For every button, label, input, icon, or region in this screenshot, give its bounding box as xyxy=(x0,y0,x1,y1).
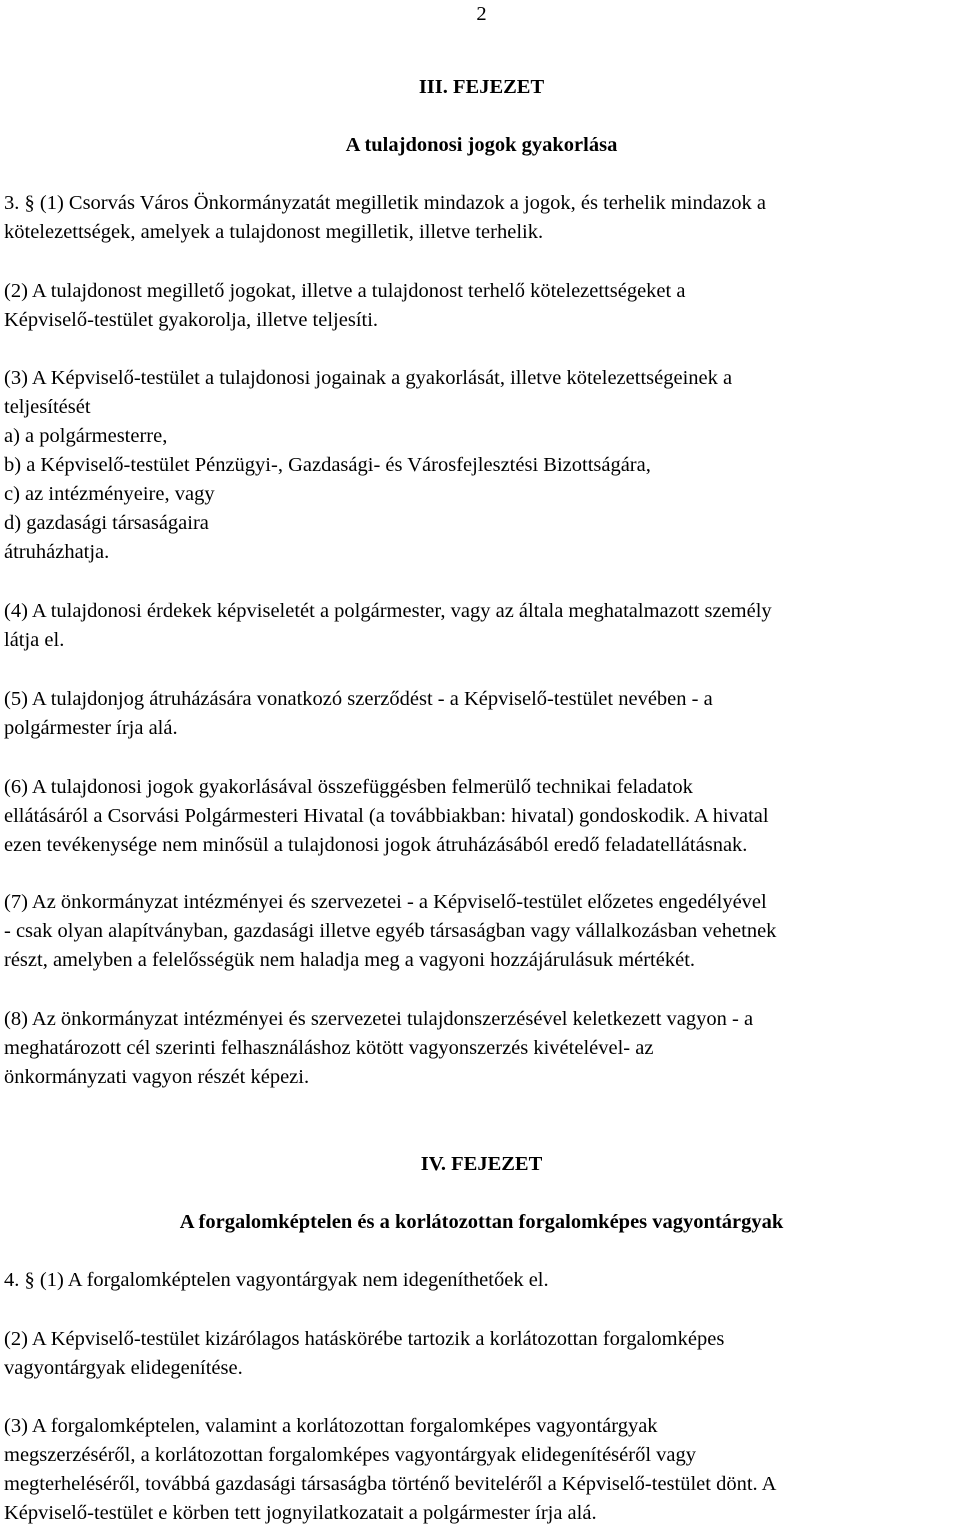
paragraph-line: teljesítését xyxy=(4,396,91,418)
paragraph-line: (3) A Képviselő-testület a tulajdonosi jogainak a gyakorlását, illetve kötelezettségeinek a xyxy=(4,367,733,389)
list-item: d) gazdasági társaságaira xyxy=(4,512,209,534)
paragraph-line: (7) Az önkormányzat intézményei és szervezetei - a Képviselő-testület előzetes engedélyével xyxy=(4,891,767,913)
paragraph-line: (4) A tulajdonosi érdekek képviseletét a polgármester, vagy az általa meghatalmazott személy xyxy=(4,600,772,622)
chapter-3-heading xyxy=(4,73,959,102)
section-3-paragraph-5 xyxy=(4,685,959,743)
list-item: b) a Képviselő-testület Pénzügyi-, Gazdasági- és Városfejlesztési Bizottságára, xyxy=(4,454,651,476)
section-3-paragraph-3 xyxy=(4,364,959,567)
page-number xyxy=(4,0,959,29)
paragraph-line: Képviselő-testület e körben tett jognyilatkozatait a polgármester írja alá. xyxy=(4,1502,597,1524)
section-4-paragraph-2 xyxy=(4,1325,959,1383)
chapter-3-heading-text: III. FEJEZET xyxy=(418,76,545,98)
chapter-4-heading-text: IV. FEJEZET xyxy=(420,1153,543,1175)
paragraph-line: ellátásáról a Csorvási Polgármesteri Hivatal (a továbbiakban: hivatal) gondoskodik. A hivatal xyxy=(4,805,769,827)
section-3-paragraph-1 xyxy=(4,189,959,247)
chapter-4-title xyxy=(4,1208,959,1237)
paragraph-line: 3. § (1) Csorvás Város Önkormányzatát megilletik mindazok a jogok, és terhelik mindazok a xyxy=(4,192,766,214)
section-3-paragraph-7 xyxy=(4,888,959,975)
paragraph-line: vagyontárgyak elidegenítése. xyxy=(4,1357,243,1379)
section-3-paragraph-2 xyxy=(4,277,959,335)
section-4-paragraph-3 xyxy=(4,1412,959,1528)
paragraph-line: látja el. xyxy=(4,629,65,651)
paragraph-line: Képviselő-testület gyakorolja, illetve teljesíti. xyxy=(4,309,379,331)
list-item: a) a polgármesterre, xyxy=(4,425,168,447)
paragraph-line: önkormányzati vagyon részét képezi. xyxy=(4,1066,310,1088)
section-3-paragraph-8 xyxy=(4,1005,959,1092)
paragraph-line: átruházhatja. xyxy=(4,541,110,563)
paragraph-line: ezen tevékenysége nem minősül a tulajdonosi jogok átruházásából eredő feladatellátásnak. xyxy=(4,834,748,856)
paragraph-line: (6) A tulajdonosi jogok gyakorlásával összefüggésben felmerülő technikai feladatok xyxy=(4,776,693,798)
chapter-4-heading xyxy=(4,1150,959,1179)
paragraph-line: (5) A tulajdonjog átruházására vonatkozó szerződést - a Képviselő-testület nevében - a xyxy=(4,688,713,710)
paragraph-line: polgármester írja alá. xyxy=(4,717,178,739)
paragraph-line: - csak olyan alapítványban, gazdasági illetve egyéb társaságban vagy vállalkozásban vehetnek xyxy=(4,920,777,942)
paragraph-line: részt, amelyben a felelősségük nem haladja meg a vagyoni hozzájárulásuk mértékét. xyxy=(4,949,696,971)
paragraph-line: (2) A tulajdonost megillető jogokat, illetve a tulajdonost terhelő kötelezettségeket a xyxy=(4,280,686,302)
paragraph-line: (8) Az önkormányzat intézményei és szervezetei tulajdonszerzésével keletkezett vagyon - a xyxy=(4,1008,754,1030)
section-3-paragraph-6 xyxy=(4,773,959,860)
paragraph-line: kötelezettségek, amelyek a tulajdonost megilletik, illetve terhelik. xyxy=(4,221,544,243)
section-4-paragraph-1 xyxy=(4,1266,959,1295)
paragraph-line: megterheléséről, továbbá gazdasági társaságba történő beviteléről a Képviselő-testület dönt. A xyxy=(4,1473,777,1495)
list-item: c) az intézményeire, vagy xyxy=(4,483,215,505)
paragraph-line: (2) A Képviselő-testület kizárólagos hatáskörébe tartozik a korlátozottan forgalomképes xyxy=(4,1328,725,1350)
chapter-3-title-text: A tulajdonosi jogok gyakorlása xyxy=(345,134,618,156)
page-number-text: 2 xyxy=(476,3,487,25)
section-3-paragraph-4 xyxy=(4,597,959,655)
chapter-4-title-text: A forgalomképtelen és a korlátozottan forgalomképes vagyontárgyak xyxy=(179,1211,784,1233)
chapter-3-title xyxy=(4,131,959,160)
paragraph-line: 4. § (1) A forgalomképtelen vagyontárgyak nem idegeníthetőek el. xyxy=(4,1269,549,1291)
paragraph-line: (3) A forgalomképtelen, valamint a korlátozottan forgalomképes vagyontárgyak xyxy=(4,1415,658,1437)
paragraph-line: meghatározott cél szerinti felhasználáshoz kötött vagyonszerzés kivételével- az xyxy=(4,1037,654,1059)
paragraph-line: megszerzéséről, a korlátozottan forgalomképes vagyontárgyak elidegenítéséről vagy xyxy=(4,1444,696,1466)
